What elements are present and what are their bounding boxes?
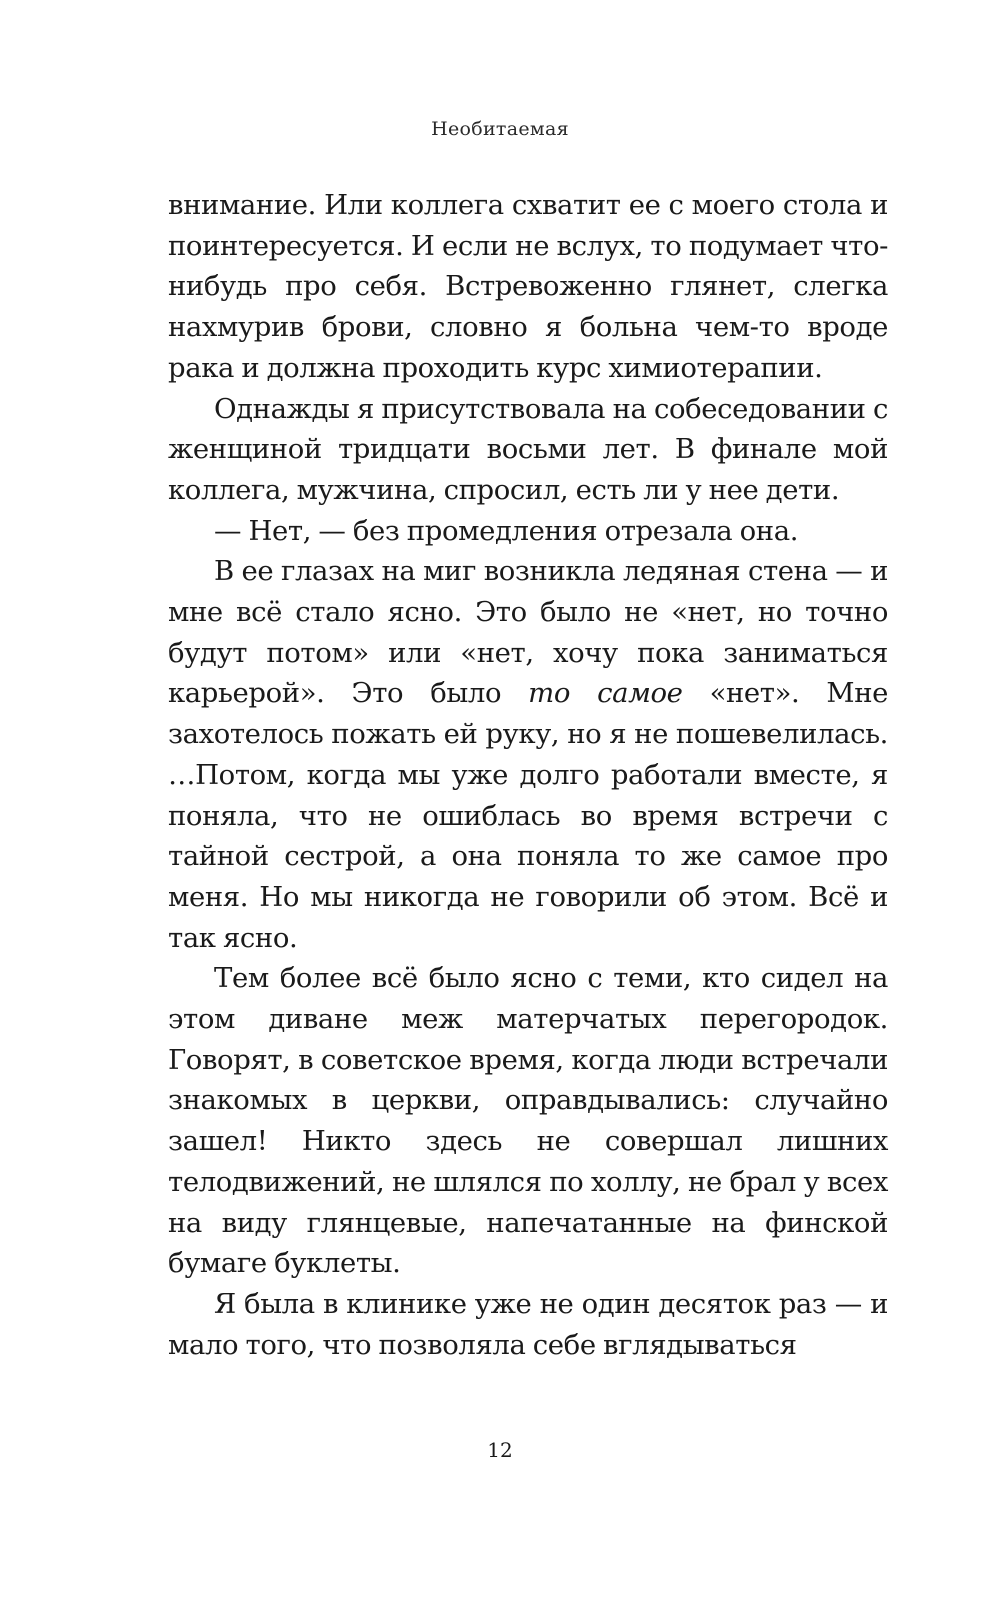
paragraph-2: Однажды я присутствовала на собеседовании с женщиной тридцати восьми лет. В финале мой коллега, мужчина, спросил, есть ли у нее дети. bbox=[168, 392, 888, 506]
running-header: Необитаемая bbox=[431, 118, 569, 140]
paragraph-4-emphasis: то самое bbox=[528, 677, 683, 710]
page-number: 12 bbox=[487, 1438, 513, 1462]
paragraph-5: Тем более всё было ясно с теми, кто сидел на этом диване меж матерчатых перегородок. Говорят, в советское время, когда люди встречали знакомых в церкви, оправдывались: случайно зашел! Никто здесь не совершал лишних телодвижений, не шлялся по холлу, не брал у всех на виду глянцевые, напечатанные на финской бумаге буклеты. bbox=[168, 962, 888, 1280]
body-text bbox=[168, 185, 888, 1365]
paragraph-1: внимание. Или коллега схватит ее с моего стола и поинтересуется. И если не вслух, то подумает что-нибудь про себя. Встревоженно глянет, слегка нахмурив брови, словно я больна чем-то вроде рака и должна проходить курс химиотерапии. bbox=[168, 189, 888, 384]
paragraph-3: — Нет, — без промедления отрезала она. bbox=[214, 514, 799, 547]
paragraph-4-part-b: «нет». Мне захотелось пожать ей руку, но я не пошевелилась. …Потом, когда мы уже долго работали вместе, я поняла, что не ошиблась во время встречи с тайной сестрой, а она поняла то же самое про меня. Но мы никогда не говорили об этом. Всё и так ясно. bbox=[168, 677, 888, 954]
paragraph-4 bbox=[168, 551, 888, 958]
paragraph-4-part-a: В ее глазах на миг возникла ледяная стена — и мне всё стало ясно. Это было не «нет, но точно будут потом» или «нет, хочу пока заниматься карьерой». Это было bbox=[168, 555, 888, 710]
paragraph-6: Я была в клинике уже не один десяток раз — и мало того, что позволяла себе вглядываться bbox=[168, 1287, 888, 1361]
